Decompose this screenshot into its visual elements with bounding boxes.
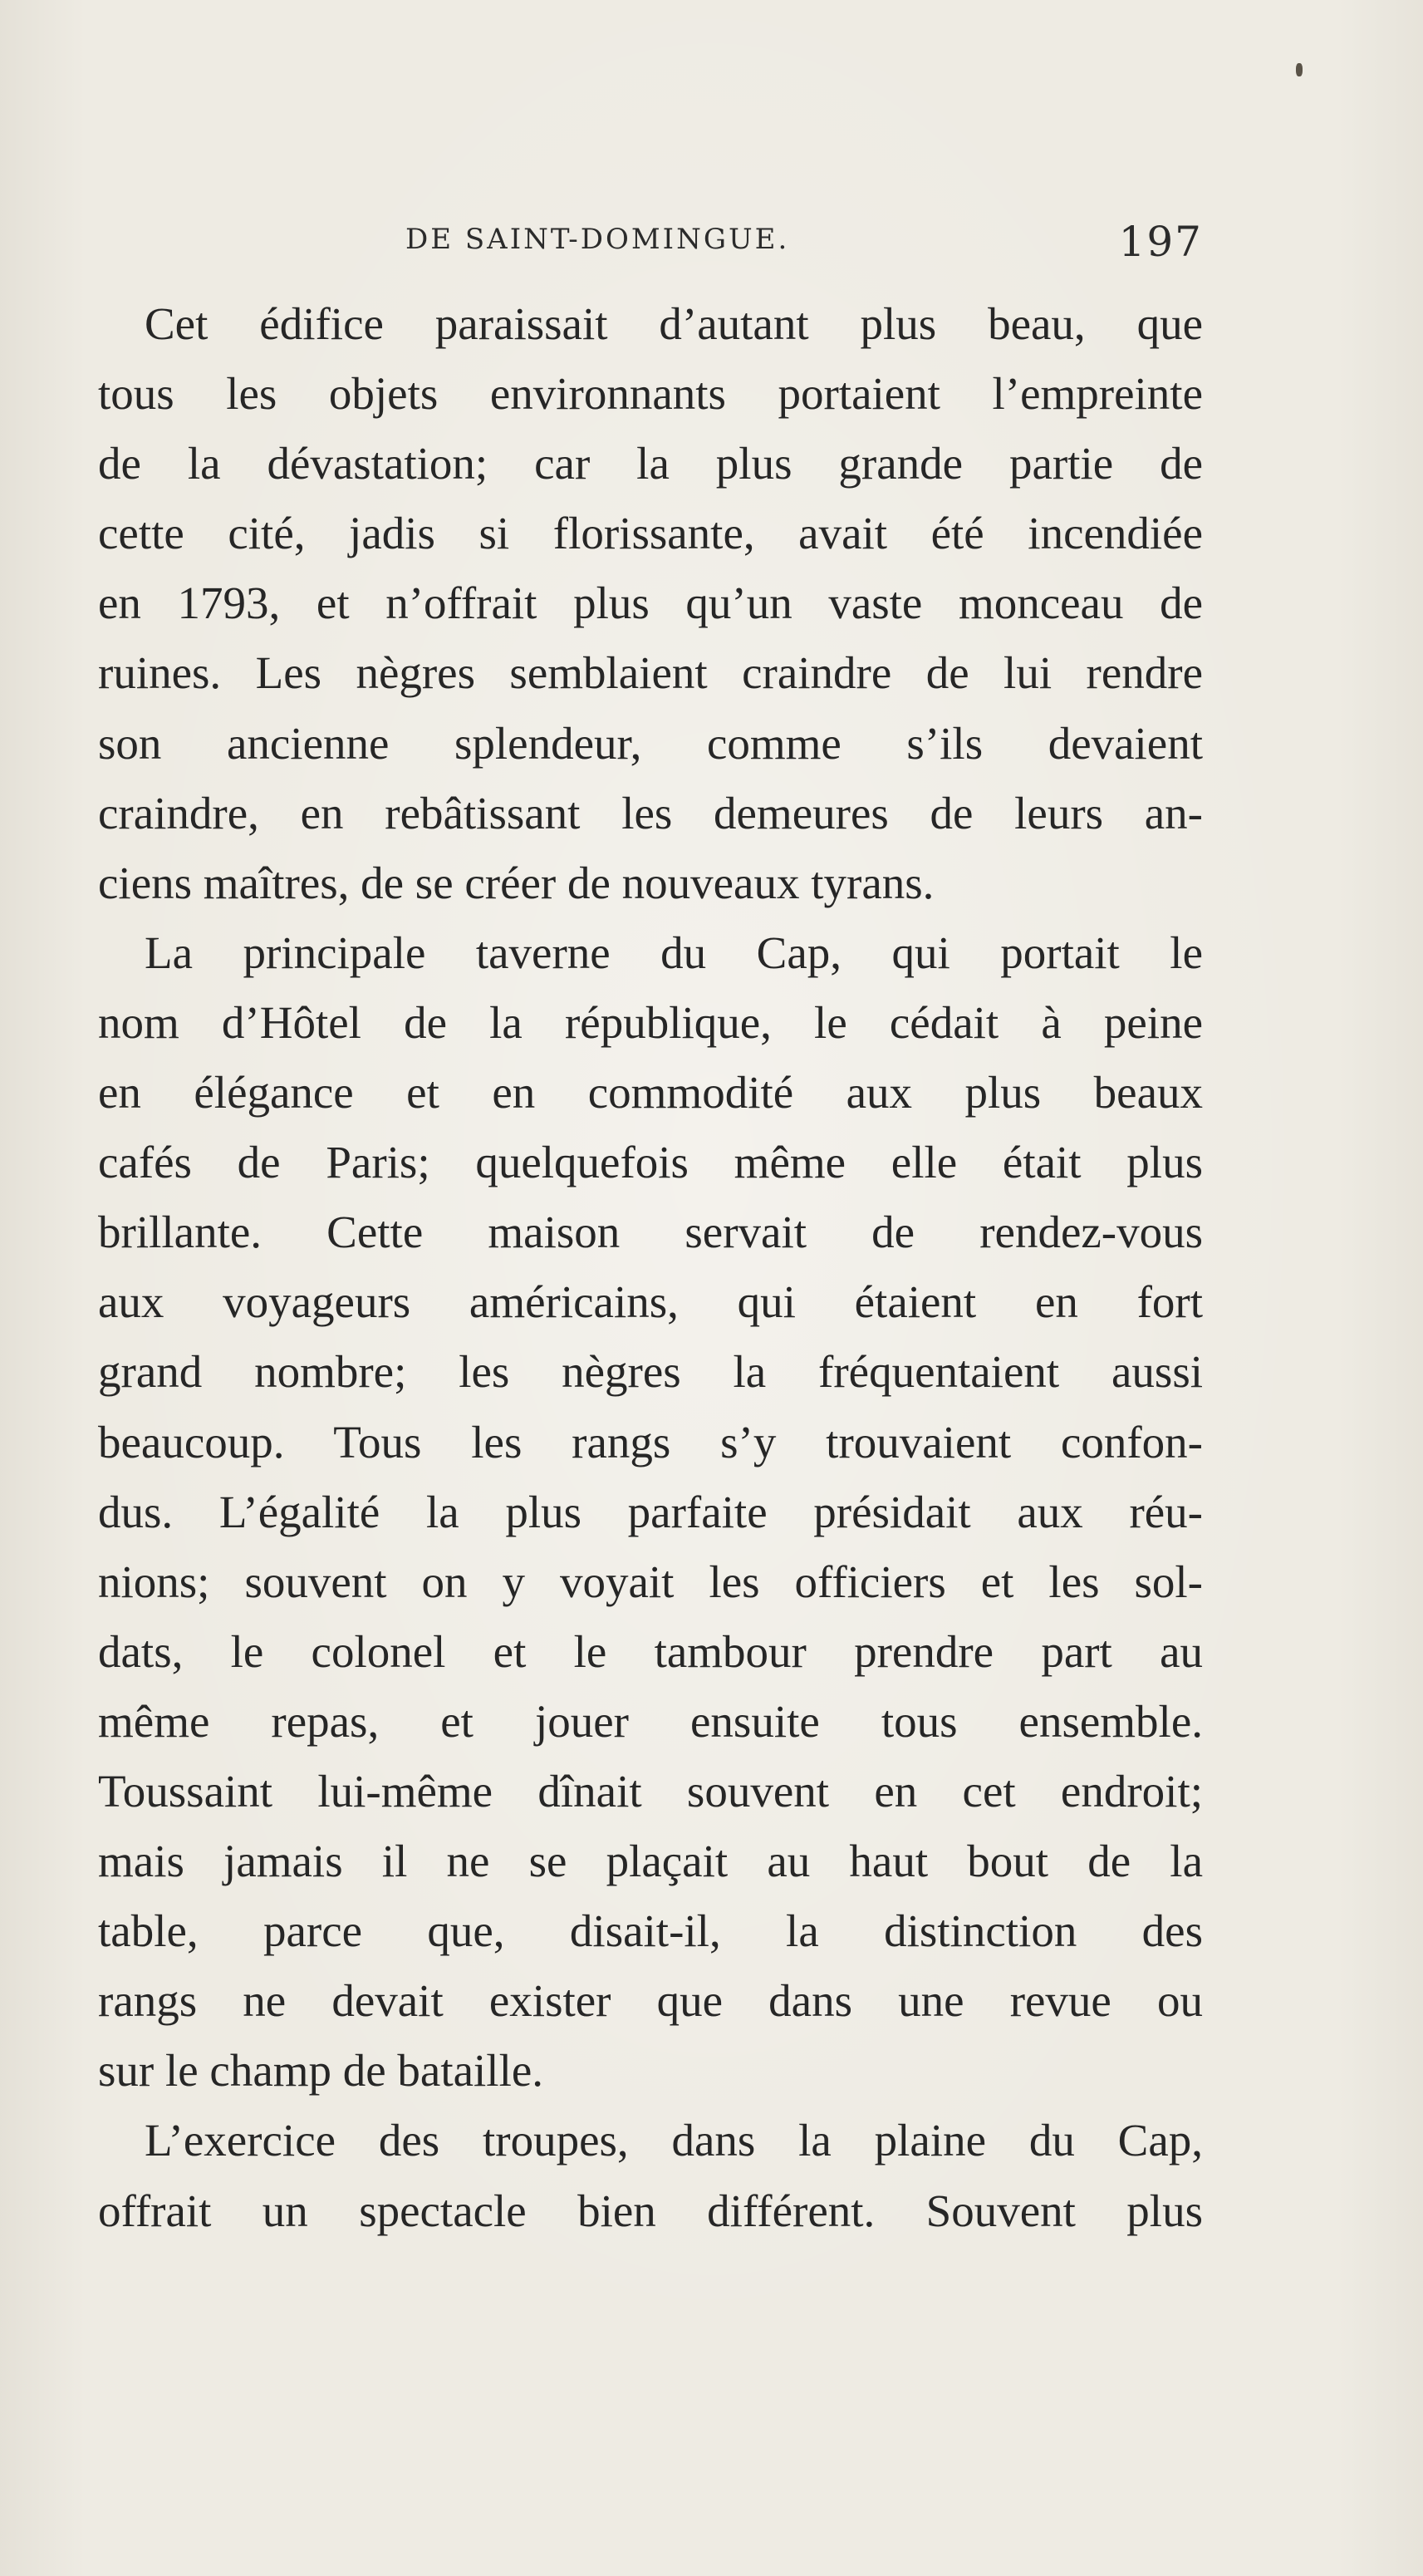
running-title: DE SAINT-DOMINGUE. bbox=[405, 223, 790, 256]
text-line: beaucoup. Tous les rangs s’y trouvaient confon- bbox=[98, 1416, 1203, 1467]
text-line: table, parce que, disait-il, la distinction des bbox=[98, 1905, 1203, 1957]
paragraph-3 bbox=[98, 2106, 1203, 2245]
paragraph-1 bbox=[98, 289, 1203, 918]
text-line: nom d’Hôtel de la république, le cédait à peine bbox=[98, 996, 1203, 1048]
text-line: rangs ne devait exister que dans une revue ou bbox=[98, 1975, 1203, 2027]
text-line: L’exercice des troupes, dans la plaine du Cap, bbox=[145, 2115, 1203, 2166]
text-line: brillante. Cette maison servait de rendez-vous bbox=[98, 1207, 1203, 1258]
text-line: Cet édifice paraissait d’autant plus beau, que bbox=[145, 298, 1203, 349]
text-line: La principale taverne du Cap, qui portait le bbox=[145, 927, 1203, 978]
ink-speck bbox=[1296, 63, 1303, 76]
text-line: de la dévastation; car la plus grande partie de bbox=[98, 438, 1203, 489]
text-line: nions; souvent on y voyait les officiers et les sol- bbox=[98, 1556, 1203, 1607]
text-line: sur le champ de bataille. bbox=[98, 2045, 544, 2097]
text-line: cafés de Paris; quelquefois même elle était plus bbox=[98, 1137, 1203, 1188]
body-text bbox=[98, 289, 1203, 2246]
text-line: Toussaint lui-même dînait souvent en cet endroit; bbox=[98, 1765, 1203, 1816]
page-number: 197 bbox=[1118, 218, 1203, 266]
running-head bbox=[98, 218, 1203, 276]
text-line: tous les objets environnants portaient l’empreinte bbox=[98, 368, 1203, 420]
text-line: son ancienne splendeur, comme s’ils devaient bbox=[98, 717, 1203, 769]
text-line: en 1793, et n’offrait plus qu’un vaste monceau de bbox=[98, 578, 1203, 629]
text-line: aux voyageurs américains, qui étaient en fort bbox=[98, 1276, 1203, 1328]
paragraph-2 bbox=[98, 918, 1203, 2107]
text-line: mais jamais il ne se plaçait au haut bout de la bbox=[98, 1836, 1203, 1887]
text-line: dus. L’égalité la plus parfaite présidait aux réu- bbox=[98, 1486, 1203, 1537]
text-line: même repas, et jouer ensuite tous ensemble. bbox=[98, 1695, 1203, 1747]
text-line: grand nombre; les nègres la fréquentaient aussi bbox=[98, 1346, 1203, 1398]
text-line: offrait un spectacle bien différent. Souvent plus bbox=[98, 2185, 1203, 2236]
text-line: cette cité, jadis si florissante, avait été incendiée bbox=[98, 508, 1203, 559]
text-line: craindre, en rebâtissant les demeures de leurs an- bbox=[98, 787, 1203, 838]
text-line: en élégance et en commodité aux plus beaux bbox=[98, 1067, 1203, 1118]
text-line: ciens maîtres, de se créer de nouveaux tyrans. bbox=[98, 857, 935, 908]
text-line: ruines. Les nègres semblaient craindre de lui rendre bbox=[98, 647, 1203, 699]
text-line: dats, le colonel et le tambour prendre part au bbox=[98, 1625, 1203, 1677]
